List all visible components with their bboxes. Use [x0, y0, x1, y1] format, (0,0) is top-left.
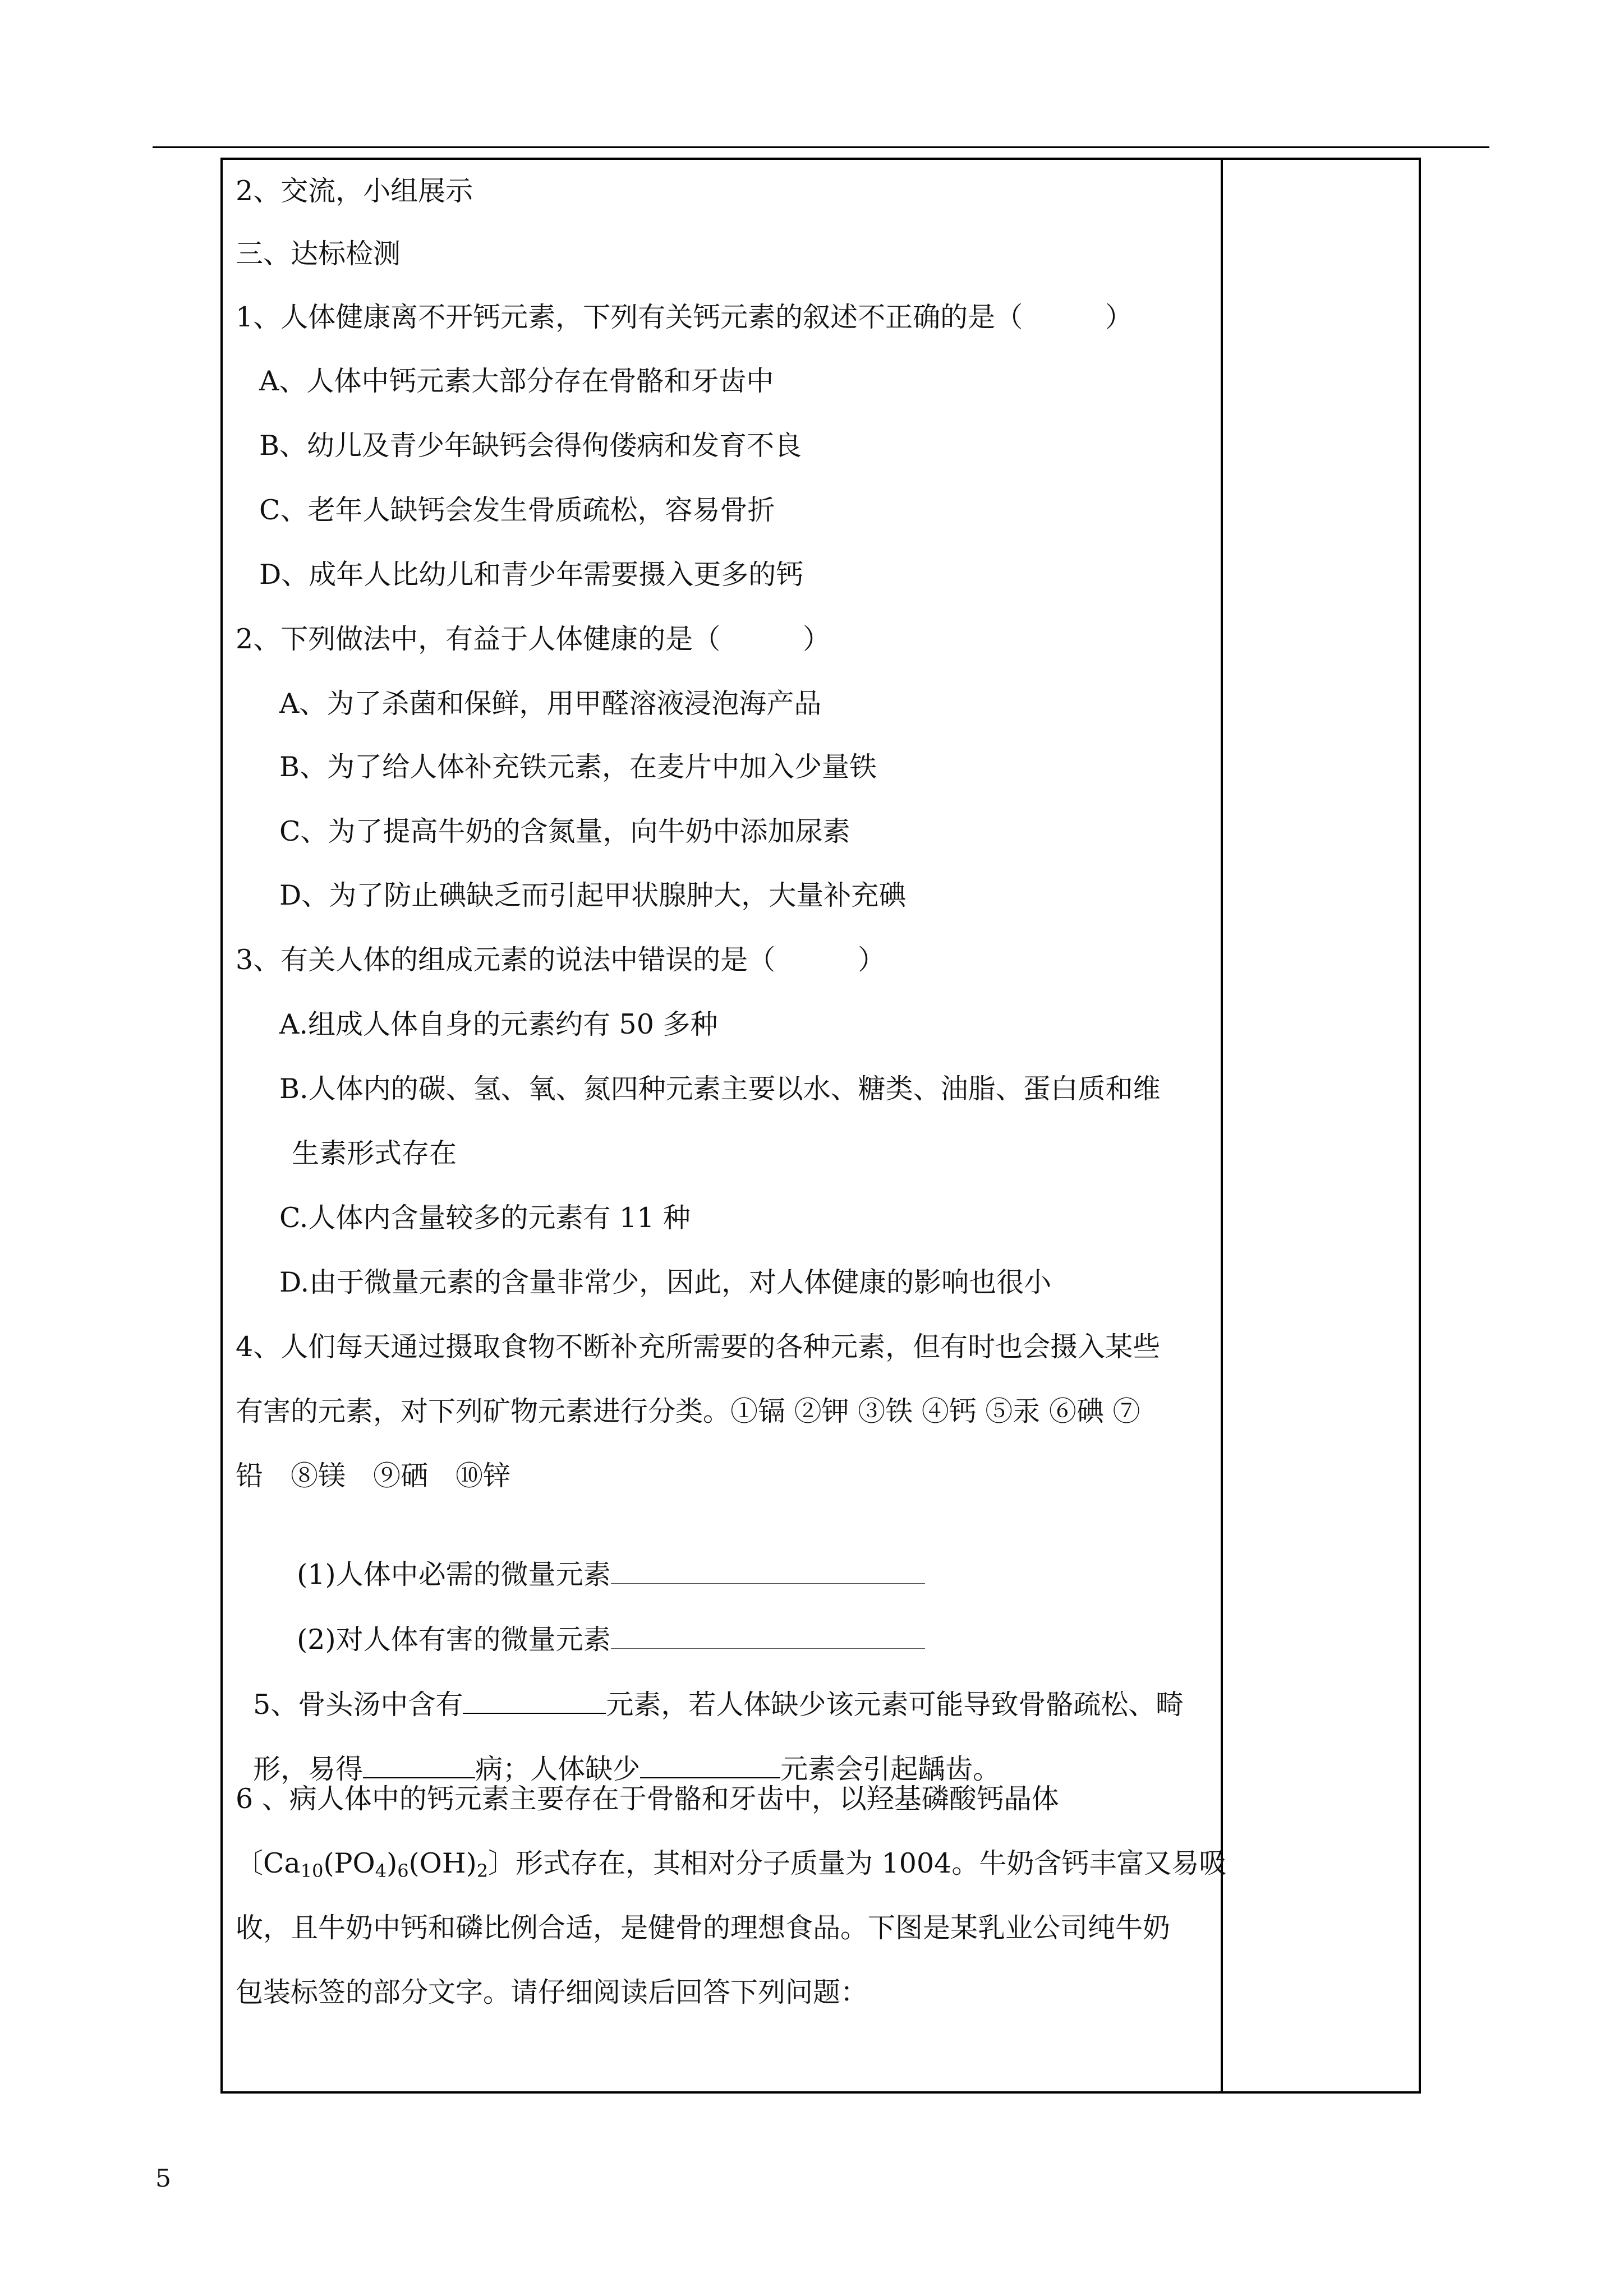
- question-1-option-a: A、人体中钙元素大部分存在骨骼和牙齿中: [259, 365, 774, 397]
- question-5-text-d: 病；人体缺少: [475, 1753, 641, 1785]
- question-5-text-b: 元素，若人体缺少该元素可能导致骨骼疏松、畸: [606, 1689, 1184, 1721]
- answer-blank[interactable]: [640, 1751, 780, 1778]
- question-5-line-1: [236, 1653, 1183, 1722]
- answer-blank[interactable]: [463, 1687, 606, 1714]
- question-5-text-e: 元素会引起龋齿。: [780, 1753, 1001, 1785]
- question-2-option-d: D、为了防止碘缺乏而引起甲状腺肿大，大量补充碘: [279, 879, 907, 911]
- question-4-part-1: [279, 1524, 925, 1592]
- answer-blank[interactable]: [363, 1751, 475, 1778]
- formula-text: (OH): [408, 1847, 477, 1879]
- header-rule: [153, 146, 1489, 148]
- answer-blank[interactable]: [611, 1557, 925, 1584]
- question-5-text-c: 形，易得: [253, 1753, 364, 1785]
- question-3-option-c: C.人体内含量较多的元素有 11 种: [279, 1202, 691, 1234]
- answer-blank[interactable]: [611, 1622, 925, 1649]
- question-4-part-1-text: (1)人体中必需的微量元素: [297, 1559, 611, 1590]
- formula-subscript: 10: [300, 1860, 324, 1882]
- question-6-line-4: 包装标签的部分文字。请仔细阅读后回答下列问题：: [236, 1976, 868, 2008]
- question-4-line-1: 4、人们每天通过摄取食物不断补充所需要的各种元素，但有时也会摄入某些: [236, 1331, 1161, 1363]
- question-4-part-2: [279, 1589, 925, 1657]
- page-number: 5: [155, 2164, 171, 2193]
- formula-text: ): [387, 1847, 398, 1879]
- question-3-option-b-continued: 生素形式存在: [292, 1137, 457, 1169]
- question-3: 3、有关人体的组成元素的说法中错误的是（ ）: [236, 944, 886, 976]
- formula-text: (PO: [323, 1847, 375, 1879]
- question-4-line-3: 铅 ⑧镁 ⑨硒 ⑩锌: [236, 1460, 511, 1492]
- question-3-option-d: D.由于微量元素的含量非常少，因此，对人体健康的影响也很小: [279, 1266, 1052, 1298]
- formula-subscript: 6: [397, 1860, 409, 1882]
- question-1-option-d: D、成年人比幼儿和青少年需要摄入更多的钙: [259, 559, 804, 591]
- question-3-option-b: B.人体内的碳、氢、氧、氮四种元素主要以水、糖类、油脂、蛋白质和维: [279, 1073, 1161, 1105]
- question-3-option-a: A.组成人体自身的元素约有 50 多种: [279, 1008, 718, 1040]
- question-6-line-2: [236, 1847, 1226, 1888]
- question-1-option-c: C、老年人缺钙会发生骨质疏松，容易骨折: [259, 494, 775, 526]
- question-4-line-2: 有害的元素，对下列矿物元素进行分类。①镉 ②钾 ③铁 ④钙 ⑤汞 ⑥碘 ⑦: [236, 1395, 1140, 1427]
- formula-subscript: 4: [375, 1860, 387, 1882]
- question-6-line-1: 6 、病人体中的钙元素主要存在于骨骼和牙齿中，以羟基磷酸钙晶体: [236, 1783, 1059, 1815]
- question-2-option-a: A、为了杀菌和保鲜，用甲醛溶液浸泡海产品: [279, 688, 822, 720]
- section-exchange-line: 2、交流，小组展示: [236, 175, 473, 207]
- question-2: 2、下列做法中，有益于人体健康的是（ ）: [236, 623, 831, 655]
- formula-text: 〔Ca: [236, 1847, 301, 1879]
- question-6-line-2-text: 〕形式存在，其相对分子质量为 1004。牛奶含钙丰富又易吸: [488, 1847, 1227, 1879]
- question-2-option-b: B、为了给人体补充铁元素，在麦片中加入少量铁: [279, 751, 877, 783]
- question-5-line-2: [236, 1718, 1000, 1786]
- question-5-text-a: 5、骨头汤中含有: [253, 1689, 463, 1721]
- question-2-option-c: C、为了提高牛奶的含氮量，向牛奶中添加尿素: [279, 815, 850, 847]
- table-column-divider: [1221, 158, 1223, 2094]
- section-heading-test: 三、达标检测: [236, 238, 401, 270]
- question-1: 1、人体健康离不开钙元素，下列有关钙元素的叙述不正确的是（ ）: [236, 301, 1133, 333]
- formula-subscript: 2: [476, 1860, 489, 1882]
- question-4-part-2-text: (2)对人体有害的微量元素: [297, 1624, 611, 1656]
- question-6-line-3: 收，且牛奶中钙和磷比例合适，是健骨的理想食品。下图是某乳业公司纯牛奶: [236, 1912, 1171, 1944]
- question-1-option-b: B、幼儿及青少年缺钙会得佝偻病和发育不良: [259, 430, 802, 462]
